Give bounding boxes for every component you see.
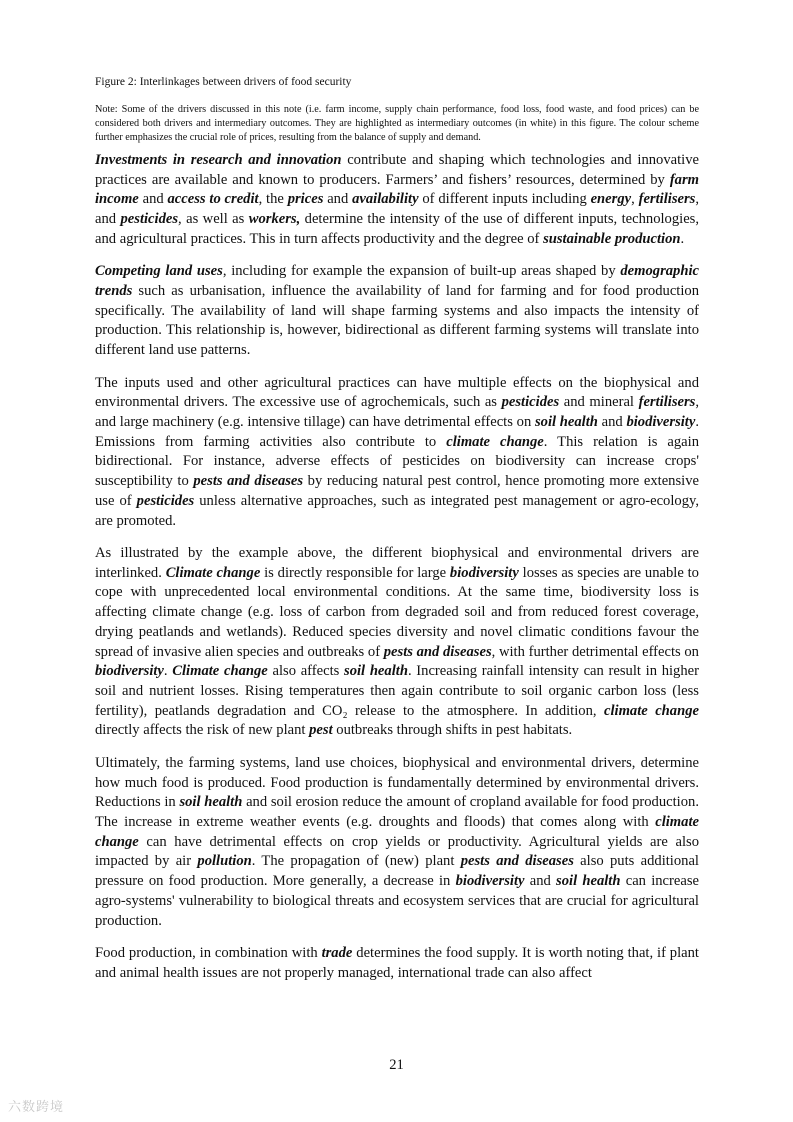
emphasized-term: pesticides [120,211,179,228]
emphasized-term: availability [352,191,419,208]
emphasized-term: climate change [95,813,699,850]
text-run: . [163,663,173,680]
emphasized-term: soil health [534,414,598,431]
emphasized-term: soil health [344,663,408,680]
page-number: 21 [389,1057,404,1073]
text-run: outbreaks through shifts in pest habitats. [332,722,573,739]
text-run: and [524,873,557,890]
emphasized-term: pest [309,722,333,739]
text-run: , with further detrimental effects on [491,643,699,660]
text-run: , and large machinery (e.g. intensive tillage) can have detrimental effects on [95,394,699,431]
emphasized-term: climate change [603,702,699,719]
emphasized-term: workers, [248,211,301,228]
text-run: . The propagation of (new) plant [251,853,461,870]
text-run: . This relation is again bidirectional. For instance, adverse effects of pesticides on biodiversity can increase crops' susceptibility to [95,433,699,490]
text-run: and mineral [559,394,639,411]
text-run: The inputs used and other agricultural practices can have multiple effects on the biophysical and environmental drivers. The excessive use of agrochemicals, such as [95,374,699,411]
emphasized-term: fertilisers [638,394,696,411]
text-run: by reducing natural pest control, hence promoting more extensive use of [95,473,699,509]
body-text [95,151,699,983]
text-run: . Increasing rainfall intensity can result in higher soil and nutrient losses. Rising temperatures then again contribute to soil organic carbon loss (less fertility), peatlands degradation and CO₂ release to the atmosphere. In addition, [95,663,699,719]
emphasized-term: Investments in research and innovation [95,152,342,168]
emphasized-term: fertilisers [638,191,696,208]
watermark: 六数跨境 [8,1100,65,1115]
emphasized-term: trade [321,945,353,961]
emphasized-term: pollution [197,853,252,870]
paragraph [95,262,699,361]
text-run: contribute and shaping which technologies and innovative practices are available and known to producers. Farmers’ and fishers’ resources, determined by [95,152,700,188]
text-run: Food production, in combination with [95,945,322,961]
text-run: is directly responsible for large [260,564,450,581]
text-run: can have detrimental effects on crop yields or productivity. Agricultural yields are also impacted by air [95,833,699,870]
emphasized-term: climate change [446,433,544,450]
text-run: and [597,414,627,431]
emphasized-term: pests and diseases [460,853,574,870]
emphasized-term: biodiversity [455,873,525,890]
emphasized-term: Climate change [165,564,261,581]
emphasized-term: biodiversity [626,414,696,431]
text-run: also puts additional pressure on food production. More generally, a decrease in [95,853,699,890]
text-run: . [680,230,685,247]
text-run: , [631,191,639,208]
text-run: determines the food supply. It is worth noting that, if plant and animal health issues are not properly managed, international trade can also affect [95,945,699,981]
emphasized-term: energy [590,191,632,208]
document-page [95,75,699,996]
emphasized-term: biodiversity [95,663,164,680]
text-run: As illustrated by the example above, the different biophysical and environmental drivers are interlinked. [95,545,699,581]
figure-note: Note: Some of the drivers discussed in this note (i.e. farm income, supply chain performance, food loss, food waste, and food prices) can be considered both drivers and intermediary outcomes. They are highlighted as intermediary outcomes (in white) in this figure. The colour scheme further emphasizes the crucial role of prices, resulting from the balance of supply and demand. [95,104,699,143]
text-run: , and [95,191,699,228]
text-run: determine the intensity of the use of different inputs, technologies, and agricultural practices. This in turn affects productivity and the degree of [95,211,700,247]
emphasized-term: soil health [556,873,621,890]
text-run: can increase agro-systems' vulnerability to biological threats and ecosystem services that are crucial for agricultural production. [95,873,699,929]
text-run: , as well as [178,211,249,228]
emphasized-term: farm income [95,171,699,208]
emphasized-term: pests and diseases [383,643,492,660]
text-run: unless alternative approaches, such as integrated pest management or agro-ecology, are promoted. [95,492,699,529]
text-run: , including for example the expansion of built-up areas shaped by [222,263,621,280]
emphasized-term: prices [287,191,324,208]
text-run: and [323,191,353,208]
emphasized-term: sustainable production [543,230,681,247]
paragraph [95,944,699,983]
emphasized-term: biodiversity [449,564,519,581]
emphasized-term: Climate change [172,663,268,680]
emphasized-term: access to credit [167,191,259,208]
text-run: of different inputs including [418,191,591,208]
text-run: , the [258,191,288,208]
paragraph [95,544,699,741]
emphasized-term: soil health [179,794,243,811]
text-run: and soil erosion reduce the amount of cropland available for food production. The increase in extreme weather events (e.g. droughts and floods) that comes along with [95,794,699,830]
paragraph [95,374,699,532]
emphasized-term: Competing land uses [95,263,223,280]
emphasized-term: pesticides [501,394,560,411]
paragraph [95,151,699,250]
text-run: Ultimately, the farming systems, land use choices, biophysical and environmental drivers, determine how much food is produced. Food production is fundamentally determined by environmental drivers. Reductions in [95,754,699,811]
text-run: losses as species are unable to cope with unprecedented local environmental conditions. At the same time, biodiversity loss is affecting climate change (e.g. loss of carbon from degraded soil and from reduced forest coverage, drying peatlands and wetlands). Reduced species diversity and novel climatic conditions favour the spread of invasive alien species and outbreaks of [95,564,699,660]
emphasized-term: pesticides [136,492,195,509]
paragraph [95,754,699,931]
text-run: directly affects the risk of new plant [95,722,310,739]
emphasized-term: pests and diseases [193,473,304,490]
figure-title: Figure 2: Interlinkages between drivers of food security [95,76,352,88]
emphasized-term: demographic trends [95,263,699,300]
text-run: . Emissions from farming activities also contribute to [95,414,699,450]
text-run: such as urbanisation, influence the availability of land for farming and for food production specifically. The availability of land will shape farming systems and also impacts the intensity of production. This relationship is, however, bidirectional as different farming systems will translate into different land use patterns. [95,283,699,359]
text-run: also affects [267,663,345,680]
text-run: and [138,191,168,208]
